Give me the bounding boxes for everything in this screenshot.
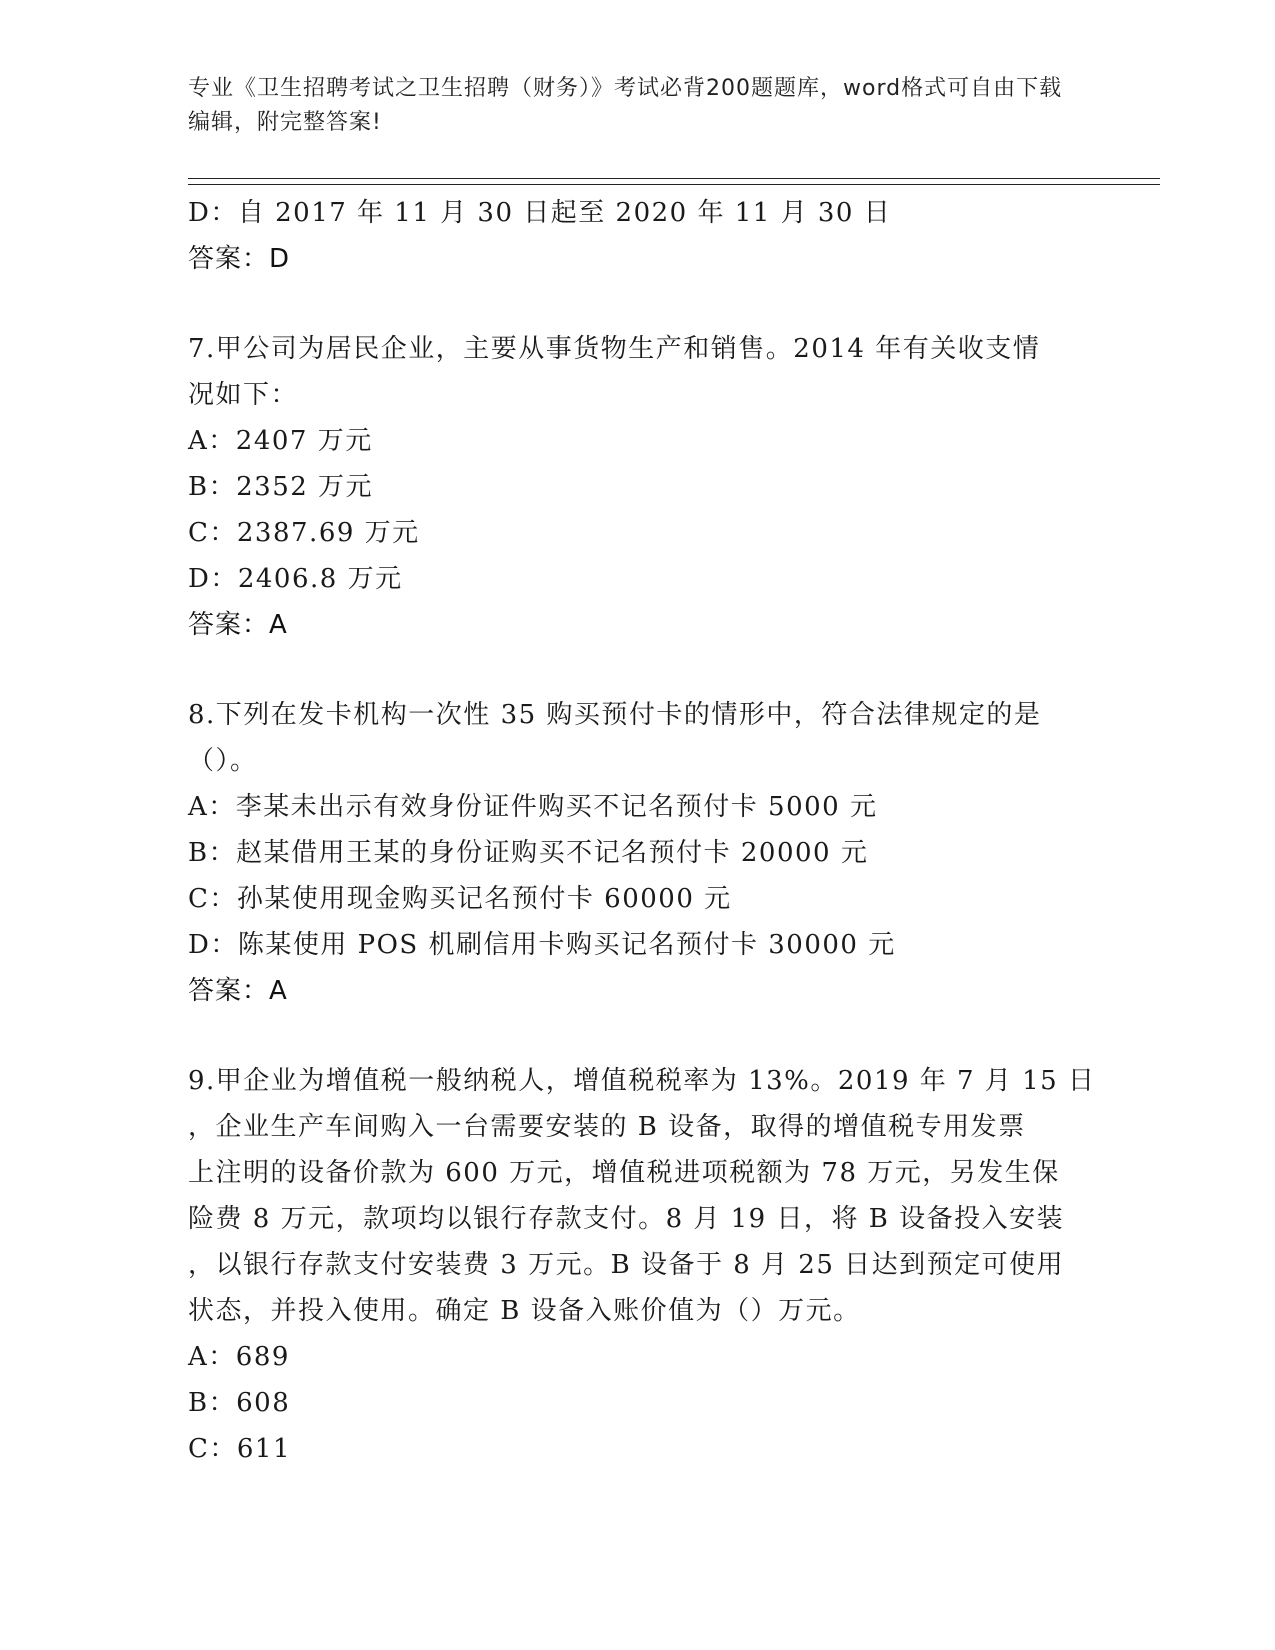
document-header: 专业《卫生招聘考试之卫生招聘（财务）》考试必背200题题库，word格式可自由下载编辑，附完整答案!: [188, 76, 1063, 135]
header-rule-bottom: [188, 184, 1160, 185]
q7-option-b: B：2352 万元: [188, 472, 374, 502]
q9-question-line: ，企业生产车间购入一台需要安装的 B 设备，取得的增值税专用发票: [188, 1112, 1026, 1142]
header-rule-top: [188, 178, 1160, 179]
q9-question: [188, 1058, 1096, 1334]
q7-question: [188, 326, 1078, 418]
q9-question-line: ，以银行存款支付安装费 3 万元。B 设备于 8 月 25 日达到预定可使用: [188, 1250, 1065, 1280]
q8-option-a: A：李某未出示有效身份证件购买不记名预付卡 5000 元: [188, 792, 878, 822]
q7-option-d: D：2406.8 万元: [188, 564, 403, 594]
q8-option-b: B：赵某借用王某的身份证购买不记名预付卡 20000 元: [188, 838, 869, 868]
q8-answer: 答案：A: [188, 976, 288, 1006]
spacer: [188, 648, 1078, 692]
q9-question-line: 9.甲企业为增值税一般纳税人，增值税税率为 13%。2019 年 7 月 15 日: [188, 1066, 1096, 1096]
spacer: [188, 282, 1078, 326]
q8-question: [188, 692, 1078, 784]
q9-question-line: 险费 8 万元，款项均以银行存款支付。8 月 19 日，将 B 设备投入安装: [188, 1204, 1065, 1234]
q9-option-b: B：608: [188, 1388, 291, 1418]
q9-option-c: C：611: [188, 1434, 292, 1464]
q8-question-text: 8.下列在发卡机构一次性 35 购买预付卡的情形中，符合法律规定的是（）。: [188, 700, 1042, 776]
q6-option-d: D：自 2017 年 11 月 30 日起至 2020 年 11 月 30 日: [188, 198, 892, 228]
q7-answer: 答案：A: [188, 610, 288, 640]
q7-question-text: 7.甲公司为居民企业，主要从事货物生产和销售。2014 年有关收支情况如下：: [188, 334, 1041, 410]
q8-option-c: C：孙某使用现金购买记名预付卡 60000 元: [188, 884, 732, 914]
q9-option-a: A：689: [188, 1342, 290, 1372]
q7-option-a: A：2407 万元: [188, 426, 373, 456]
q9-question-line: 状态，并投入使用。确定 B 设备入账价值为（）万元。: [188, 1296, 861, 1326]
q9-question-line: 上注明的设备价款为 600 万元，增值税进项税额为 78 万元，另发生保: [188, 1158, 1060, 1188]
q8-option-d: D：陈某使用 POS 机刷信用卡购买记名预付卡 30000 元: [188, 930, 896, 960]
spacer: [188, 1014, 1078, 1058]
q7-option-c: C：2387.69 万元: [188, 518, 420, 548]
q6-answer: 答案：D: [188, 244, 291, 274]
document-body: [188, 190, 1096, 1472]
